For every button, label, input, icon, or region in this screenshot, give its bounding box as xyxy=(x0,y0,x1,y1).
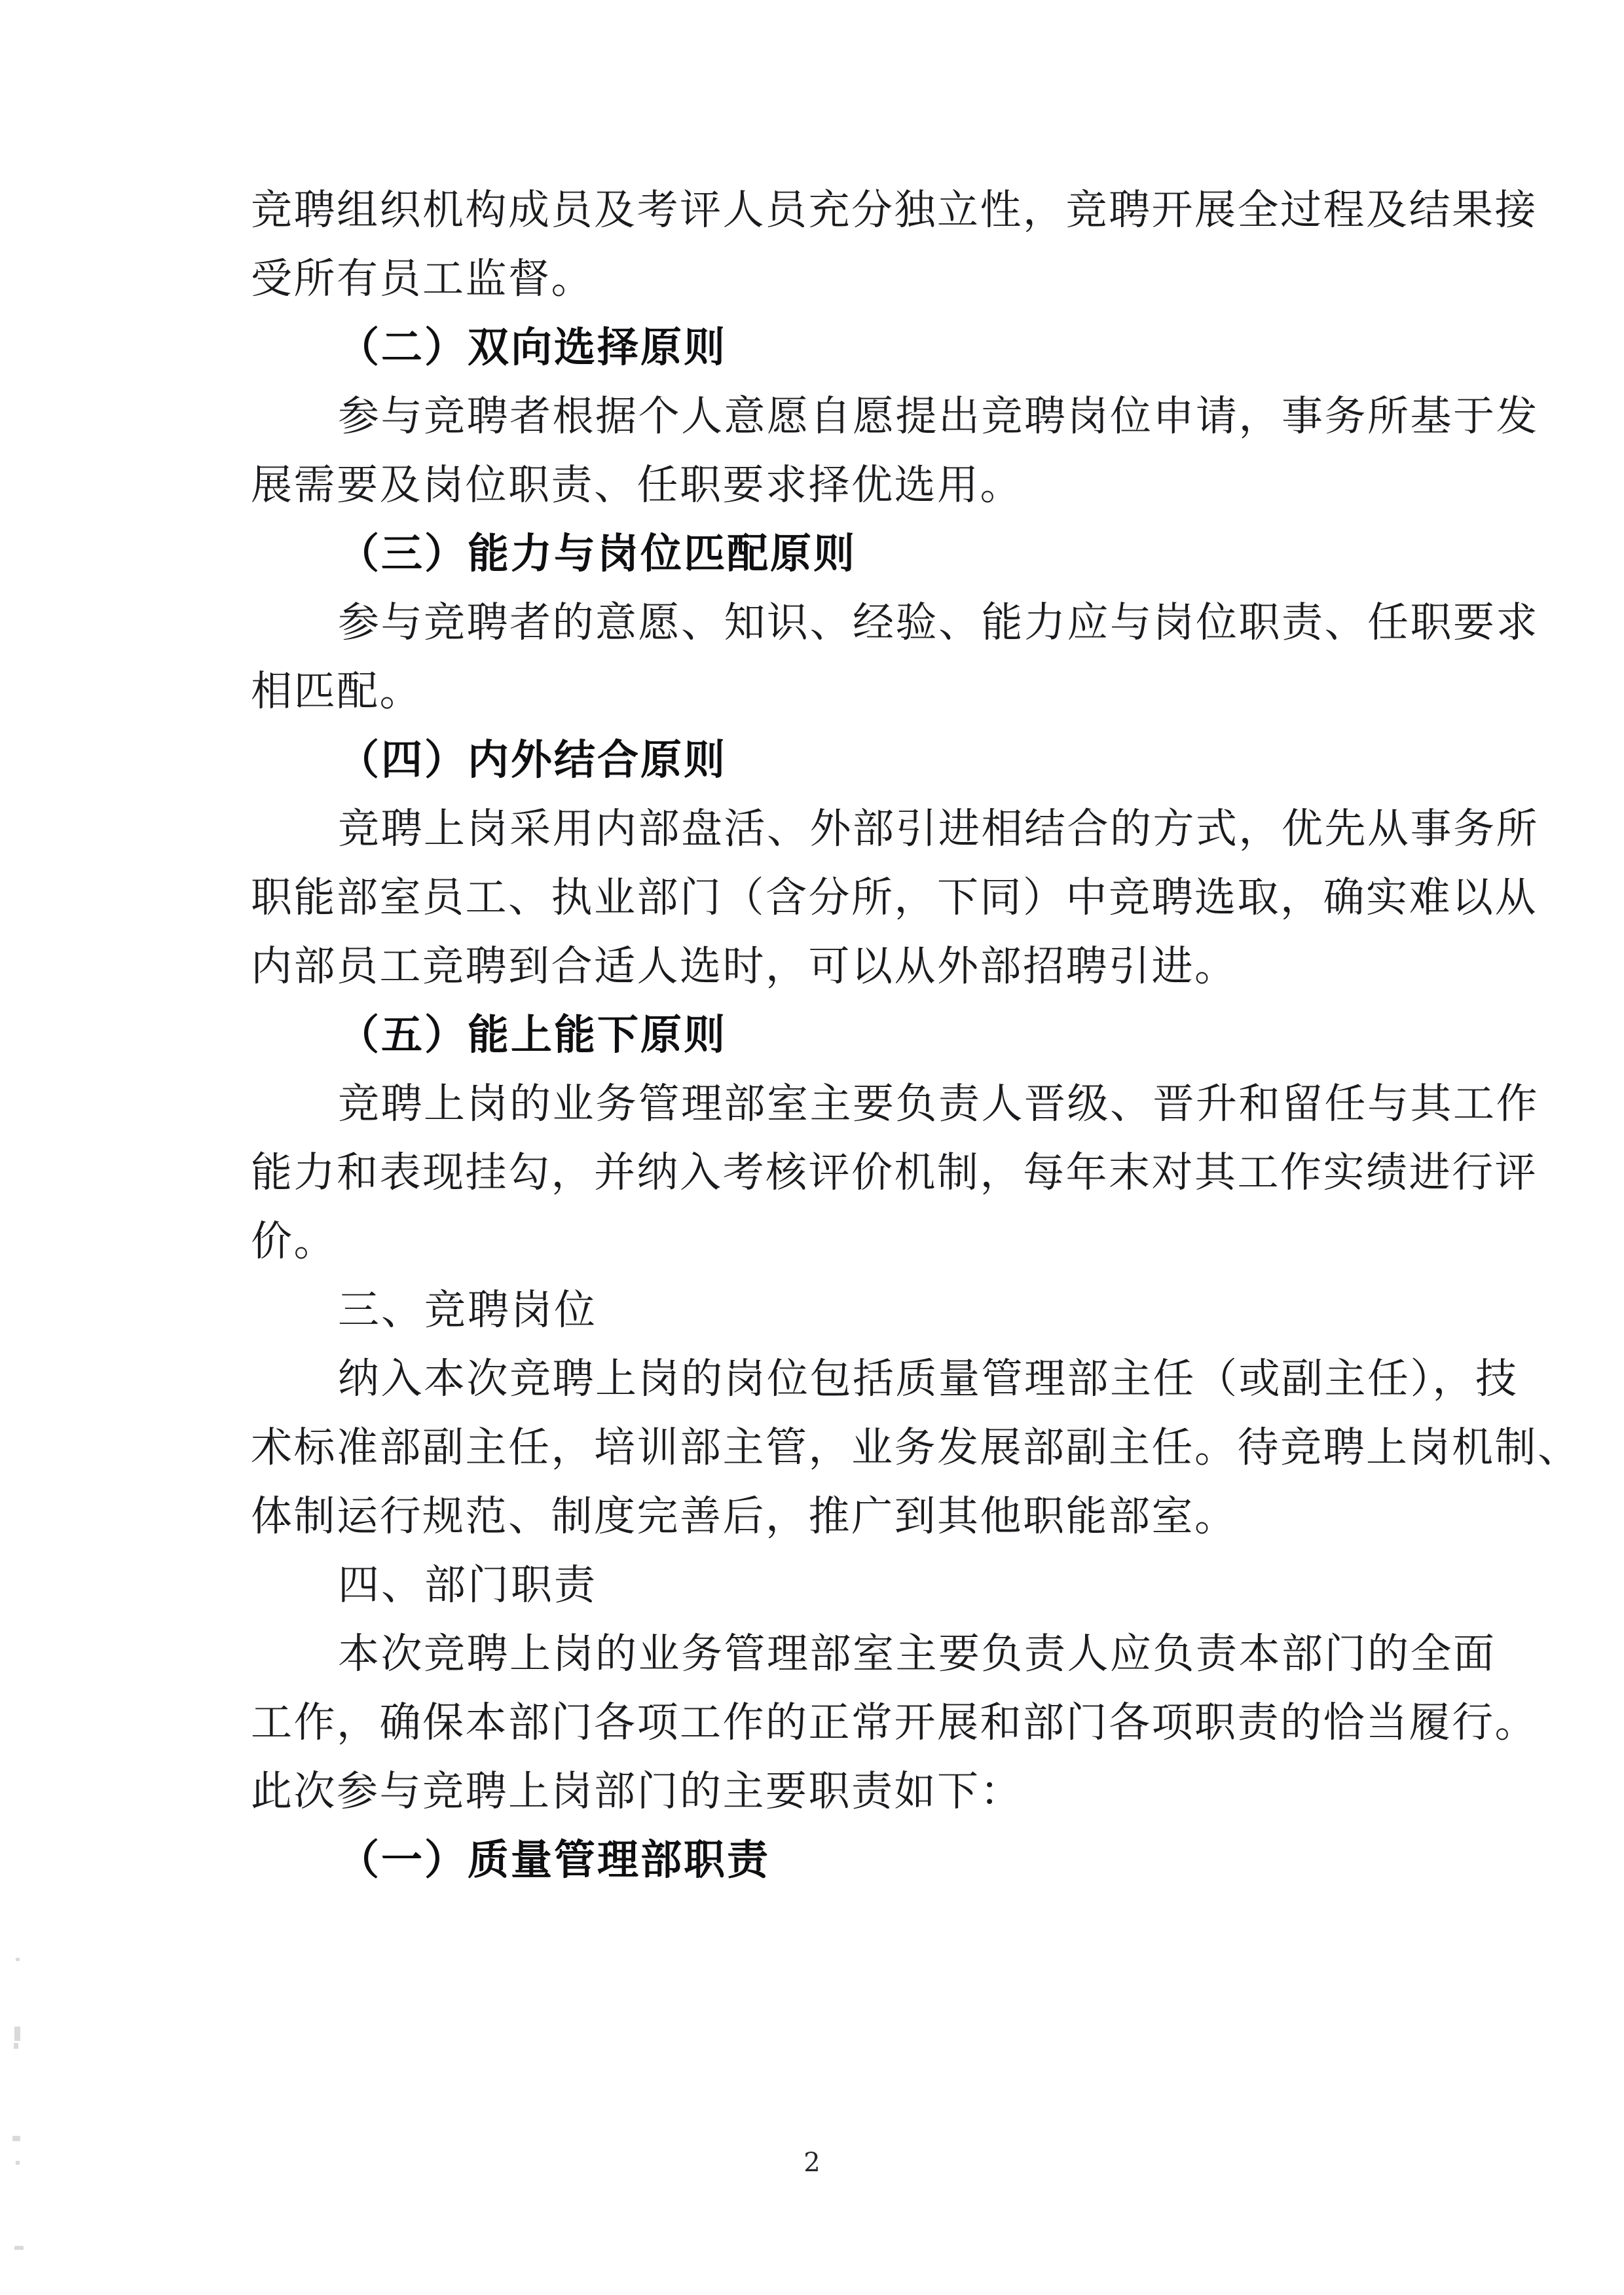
body-line: 此次参与竞聘上岗部门的主要职责如下： xyxy=(251,1767,1023,1815)
body-line: 体制运行规范、制度完善后，推广到其他职能部室。 xyxy=(251,1492,1238,1540)
body-line: 纳入本次竞聘上岗的岗位包括质量管理部主任（或副主任），技 xyxy=(338,1355,1519,1403)
body-line: 职能部室员工、执业部门（含分所，下同）中竞聘选取，确实难以从 xyxy=(251,873,1538,921)
section-heading: （五）能上能下原则 xyxy=(338,1010,727,1059)
body-line: 参与竞聘者根据个人意愿自愿提出竞聘岗位申请，事务所基于发 xyxy=(338,392,1539,440)
body-line: 竞聘组织机构成员及考评人员充分独立性，竞聘开展全过程及结果接 xyxy=(251,186,1538,234)
section-heading: （四）内外结合原则 xyxy=(338,735,727,784)
document-body xyxy=(251,175,1581,1894)
body-line: 本次竞聘上岗的业务管理部室主要负责人应负责本部门的全面 xyxy=(338,1630,1496,1678)
body-line: 相匹配。 xyxy=(251,667,422,715)
section-heading: 四、部门职责 xyxy=(338,1561,597,1609)
scan-artifact-speckles xyxy=(0,0,59,2295)
body-line: 工作，确保本部门各项工作的正常开展和部门各项职责的恰当履行。 xyxy=(251,1698,1538,1746)
section-heading: （三）能力与岗位匹配原则 xyxy=(338,529,857,578)
body-line: 术标准部副主任，培训部主管，业务发展部副主任。待竞聘上岗机制、 xyxy=(251,1423,1581,1471)
body-line: 价。 xyxy=(251,1217,337,1265)
body-line: 竞聘上岗采用内部盘活、外部引进相结合的方式，优先从事务所 xyxy=(338,805,1539,853)
body-line: 竞聘上岗的业务管理部室主要负责人晋级、晋升和留任与其工作 xyxy=(338,1080,1539,1128)
body-line: 受所有员工监督。 xyxy=(251,255,594,303)
body-line: 参与竞聘者的意愿、知识、经验、能力应与岗位职责、任职要求 xyxy=(338,598,1539,646)
page-number: 2 xyxy=(803,2148,821,2178)
body-line: 内部员工竞聘到合适人选时，可以从外部招聘引进。 xyxy=(251,942,1238,990)
section-heading: 三、竞聘岗位 xyxy=(338,1286,597,1334)
section-heading: （一）质量管理部职责 xyxy=(338,1835,770,1884)
body-line: 能力和表现挂勾，并纳入考核评价机制，每年末对其工作实绩进行评 xyxy=(251,1148,1538,1196)
section-heading: （二）双向选择原则 xyxy=(338,323,727,371)
body-line: 展需要及岗位职责、任职要求择优选用。 xyxy=(251,461,1023,509)
